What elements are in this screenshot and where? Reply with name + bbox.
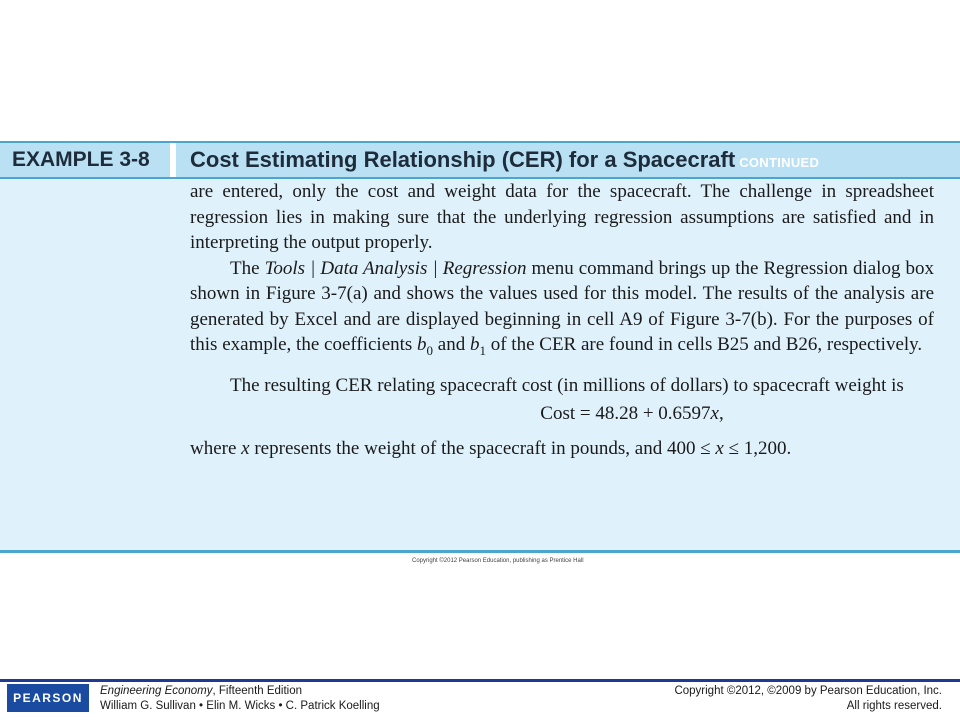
para2-middle: menu command brings up the Regression dialog box shown in Figure 3-7(a) and shows the values used for this model. The results of the analysis are generated by Excel and are displayed beginning in cell A9 of Figure 3-7(b). For the purposes of this example, the coefficients: [190, 257, 934, 355]
pearson-logo: PEARSON: [7, 684, 89, 712]
coef-b1-subscript: 1: [479, 342, 486, 358]
para4-end: ≤ 1,200.: [723, 438, 792, 460]
equation-tail: ,: [718, 402, 724, 424]
coefficient-b1: [469, 334, 486, 358]
footer-copyright: [674, 684, 942, 714]
menu-command: Tools | Data Analysis | Regression: [264, 257, 527, 279]
paragraph-2: [190, 256, 934, 364]
equation-lhs: Cost = 48.28 + 0.6597: [540, 402, 711, 424]
para2-and: and: [433, 334, 470, 355]
coef-b0-subscript: 0: [426, 342, 434, 358]
example-title: [190, 143, 819, 177]
example-title-text: Cost Estimating Relationship (CER) for a Spacecraft: [190, 147, 736, 172]
para4-middle: represents the weight of the spacecraft in pounds, and 400 ≤: [249, 438, 716, 460]
book-edition: , Fifteenth Edition: [212, 685, 303, 697]
example-box: [0, 141, 960, 553]
footer-title-line: [100, 684, 380, 699]
paragraph-1: are entered, only the cost and weight data for the spacecraft. The challenge in spreadsheet regression lies in making sure that the underlying regression assumptions are satisfied and in interpreting the output properly.: [190, 181, 934, 253]
continued-label: CONTINUED: [739, 155, 820, 170]
paragraph-4: [190, 436, 934, 462]
book-title: Engineering Economy: [100, 685, 213, 697]
coefficient-b0: [417, 334, 434, 358]
cer-equation: [190, 401, 934, 427]
footer-copyright-line: Copyright ©2012, ©2009 by Pearson Education, Inc.: [674, 685, 942, 697]
coef-b1-letter: b: [469, 334, 480, 355]
coef-b0-letter: b: [417, 334, 427, 355]
paragraph-3: The resulting CER relating spacecraft cost (in millions of dollars) to spacecraft weight is: [230, 375, 904, 397]
figure-copyright: Copyright ©2012 Pearson Education, publishing as Prentice Hall: [412, 558, 584, 564]
footer-rights-line: All rights reserved.: [846, 700, 942, 712]
para2-end: of the CER are found in cells B25 and B26, respectively.: [485, 334, 923, 355]
para2-start: The: [230, 257, 265, 279]
para4-start: where: [190, 438, 242, 460]
footer-authors: William G. Sullivan • Elin M. Wicks • C. Patrick Koelling: [100, 700, 380, 712]
example-tag: EXAMPLE 3-8: [0, 143, 170, 177]
footer-rule: [0, 679, 960, 682]
para4-variable-2: x: [715, 438, 724, 460]
example-body: [190, 179, 934, 462]
para4-variable: x: [241, 438, 250, 460]
header-gutter: [170, 143, 176, 177]
footer-book-info: [100, 684, 380, 714]
equation-variable: x: [710, 402, 719, 424]
